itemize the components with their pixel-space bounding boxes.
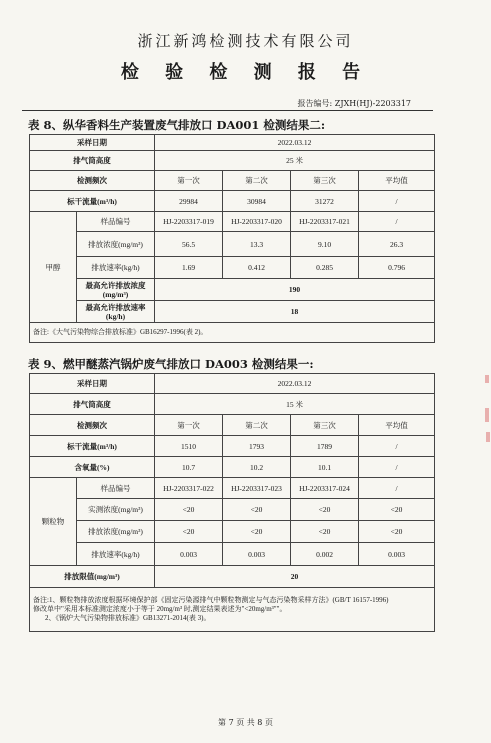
rate-label: 排放速率(kg/h): [77, 543, 155, 566]
max-conc-label: [77, 279, 155, 301]
oxygen-cell: 10.2: [223, 457, 291, 478]
table-row: [30, 543, 435, 566]
measured-cell: <20: [155, 499, 223, 521]
flow-cell: 30984: [223, 191, 291, 212]
report-number-value: ZJXH(HJ)-2203317: [334, 99, 411, 108]
table-row: [30, 232, 435, 257]
rate-cell: 0.003: [359, 543, 435, 566]
conc-label: 排放浓度(mg/m³): [77, 232, 155, 257]
report-number-label: 报告编号:: [297, 99, 333, 108]
note-line-2: 修改单中"采用本标准测定浓度小于等于 20mg/m³ 时,测定结果表述为"<20mg/m³""。: [33, 605, 287, 613]
sampling-date-value: 2022.03.12: [155, 374, 435, 394]
max-rate-label-line-2: (kg/h): [105, 311, 126, 321]
freq-cell: 第三次: [291, 415, 359, 436]
freq-cell: 第二次: [223, 171, 291, 191]
table-row: [30, 478, 435, 499]
max-conc-label-line-2: (mg/m³): [102, 289, 129, 299]
page-number: 第 7 页: [218, 718, 245, 727]
edge-stamp-mark: [486, 432, 490, 442]
company-name: 浙江新鸿检测技术有限公司: [137, 32, 354, 50]
sampling-date-label: 采样日期: [30, 135, 155, 151]
edge-stamp-mark: [485, 408, 489, 422]
table-row: [30, 257, 435, 279]
freq-cell: 平均值: [359, 171, 435, 191]
conc-label: 排放浓度(mg/m³): [77, 521, 155, 543]
header-divider: [22, 110, 433, 111]
stack-height-label: 排气筒高度: [30, 151, 155, 171]
edge-stamp-mark: [485, 375, 489, 383]
table-row: [30, 394, 435, 415]
measured-cell: <20: [223, 499, 291, 521]
table-row: [30, 457, 435, 478]
sample-no-label: 样品编号: [77, 212, 155, 232]
flow-cell: 1789: [291, 436, 359, 457]
page-total: 共 8 页: [246, 718, 273, 727]
rate-cell: 0.796: [359, 257, 435, 279]
freq-cell: 第一次: [155, 415, 223, 436]
note-line-1: 备注:1、颗粒物排放浓度根据环境保护部《固定污染源排气中颗粒物测定与气态污染物采样方法》(GB/T 16157-1996): [33, 596, 389, 604]
table-row: [30, 151, 435, 171]
report-number: [298, 98, 411, 109]
sample-no-cell: HJ-2203317-021: [291, 212, 359, 232]
conc-cell: 56.5: [155, 232, 223, 257]
flow-cell: /: [359, 436, 435, 457]
table-row: [30, 323, 435, 343]
note-line-3: 2、《锅炉大气污染物排放标准》GB13271-2014(表 3)。: [45, 614, 211, 622]
conc-cell: 9.10: [291, 232, 359, 257]
rate-cell: 0.285: [291, 257, 359, 279]
table-row: [30, 135, 435, 151]
oxygen-cell: 10.7: [155, 457, 223, 478]
freq-label: 检测频次: [30, 171, 155, 191]
oxygen-label: 含氧量(%): [30, 457, 155, 478]
measured-label: 实测浓度(mg/m³): [77, 499, 155, 521]
conc-cell: <20: [359, 521, 435, 543]
table-8-note: 备注:《大气污染物综合排放标准》GB16297-1996(表 2)。: [30, 323, 435, 343]
pollutant-name: 甲醇: [30, 212, 77, 323]
document-title: 检 验 检 测 报 告: [120, 62, 371, 83]
table-9: [29, 373, 435, 632]
max-rate-label-line-1: 最高允许排放速率: [85, 302, 146, 312]
measured-cell: <20: [291, 499, 359, 521]
table-row: [30, 436, 435, 457]
table-9-title: 表 9、燃甲醚蒸汽锅炉废气排放口 DA003 检测结果一:: [28, 357, 314, 371]
stack-height-value: 25 米: [155, 151, 435, 171]
table-row: [30, 499, 435, 521]
max-conc-label-line-1: 最高允许排放浓度: [85, 280, 146, 290]
sample-no-cell: HJ-2203317-022: [155, 478, 223, 499]
rate-label: 排放速率(kg/h): [77, 257, 155, 279]
conc-cell: <20: [291, 521, 359, 543]
table-9-note: [30, 588, 435, 632]
sample-no-cell: HJ-2203317-020: [223, 212, 291, 232]
table-row: [30, 415, 435, 436]
table-row: [30, 374, 435, 394]
table-row: [30, 171, 435, 191]
conc-cell: 13.3: [223, 232, 291, 257]
sampling-date-label: 采样日期: [30, 374, 155, 394]
oxygen-cell: 10.1: [291, 457, 359, 478]
freq-cell: 平均值: [359, 415, 435, 436]
conc-cell: <20: [223, 521, 291, 543]
pollutant-name: 颗粒物: [30, 478, 77, 566]
stack-height-label: 排气筒高度: [30, 394, 155, 415]
limit-value: 20: [155, 566, 435, 588]
conc-cell: <20: [155, 521, 223, 543]
page-footer: [0, 717, 491, 728]
flow-label: 标干流量(m³/h): [30, 191, 155, 212]
max-rate-label: [77, 301, 155, 323]
sample-no-cell: /: [359, 212, 435, 232]
sampling-date-value: 2022.03.12: [155, 135, 435, 151]
rate-cell: 0.003: [155, 543, 223, 566]
max-rate-value: 18: [155, 301, 435, 323]
limit-label: 排放限值(mg/m³): [30, 566, 155, 588]
max-conc-value: 190: [155, 279, 435, 301]
rate-cell: 1.69: [155, 257, 223, 279]
stack-height-value: 15 米: [155, 394, 435, 415]
table-row: [30, 301, 435, 323]
measured-cell: <20: [359, 499, 435, 521]
sample-no-cell: HJ-2203317-024: [291, 478, 359, 499]
table-8-title: 表 8、纵华香料生产装置废气排放口 DA001 检测结果二:: [28, 118, 326, 132]
table-row: [30, 212, 435, 232]
flow-label: 标干流量(m³/h): [30, 436, 155, 457]
flow-cell: 29984: [155, 191, 223, 212]
oxygen-cell: /: [359, 457, 435, 478]
sample-no-cell: HJ-2203317-019: [155, 212, 223, 232]
sample-no-label: 样品编号: [77, 478, 155, 499]
rate-cell: 0.003: [223, 543, 291, 566]
rate-cell: 0.002: [291, 543, 359, 566]
flow-cell: /: [359, 191, 435, 212]
flow-cell: 1510: [155, 436, 223, 457]
conc-cell: 26.3: [359, 232, 435, 257]
freq-cell: 第二次: [223, 415, 291, 436]
table-row: [30, 191, 435, 212]
flow-cell: 31272: [291, 191, 359, 212]
table-row: [30, 566, 435, 588]
freq-cell: 第一次: [155, 171, 223, 191]
table-row: [30, 279, 435, 301]
sample-no-cell: HJ-2203317-023: [223, 478, 291, 499]
table-8: [29, 134, 435, 343]
freq-label: 检测频次: [30, 415, 155, 436]
sample-no-cell: /: [359, 478, 435, 499]
flow-cell: 1793: [223, 436, 291, 457]
table-row: [30, 588, 435, 632]
freq-cell: 第三次: [291, 171, 359, 191]
table-row: [30, 521, 435, 543]
rate-cell: 0.412: [223, 257, 291, 279]
